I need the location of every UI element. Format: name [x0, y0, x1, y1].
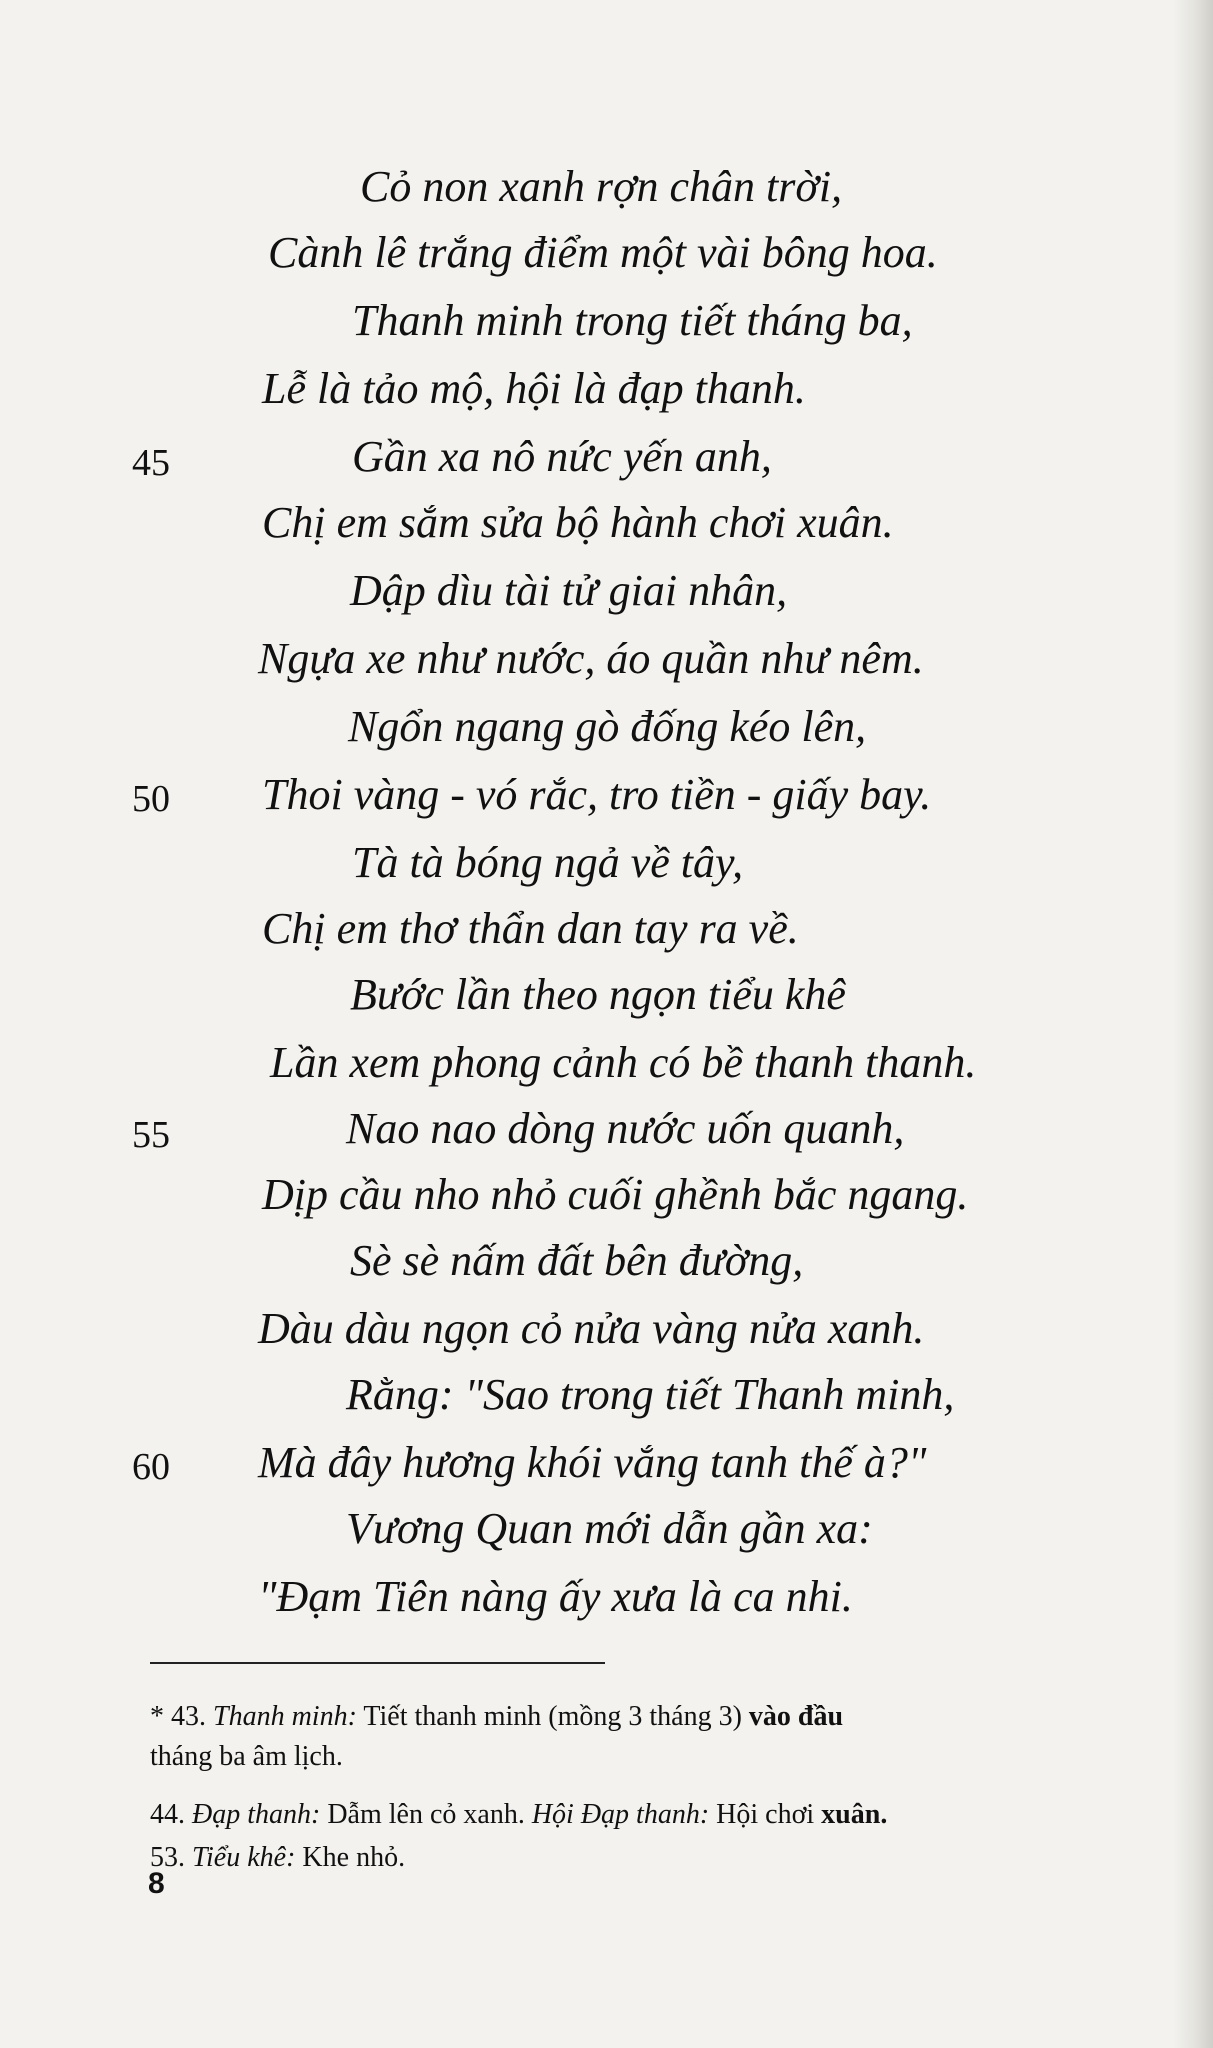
footnote-term: Đạp thanh:	[192, 1799, 321, 1830]
footnote-text: Dẫm lên cỏ xanh.	[327, 1799, 525, 1830]
footnote-term: Tiểu khê:	[192, 1842, 296, 1873]
poem-line: Chị em sắm sửa bộ hành chơi xuân.	[262, 498, 894, 547]
poem-line: Chị em thơ thẩn dan tay ra về.	[262, 904, 799, 953]
footnote-text: Hội chơi	[716, 1799, 815, 1830]
poem-line: Ngổn ngang gò đống kéo lên,	[348, 702, 867, 751]
footnote-marker: 53.	[150, 1842, 185, 1873]
page-number: 8	[148, 1867, 165, 1900]
poem-line: Thoi vàng - vó rắc, tro tiền - giấy bay.	[262, 770, 932, 819]
footnote-text: tháng ba âm lịch.	[150, 1741, 343, 1772]
poem-line: Dàu dàu ngọn cỏ nửa vàng nửa xanh.	[258, 1304, 925, 1353]
poem-line: Lần xem phong cảnh có bề thanh thanh.	[270, 1038, 977, 1087]
line-number: 50	[132, 778, 170, 820]
line-number: 45	[132, 442, 170, 484]
footnote-43	[150, 1697, 1100, 1737]
footnote-term: Hội Đạp thanh:	[531, 1799, 710, 1830]
footnote-53	[150, 1838, 1100, 1878]
poem-line: Ngựa xe như nước, áo quần như nêm.	[258, 634, 924, 683]
poem-line: Dập dìu tài tử giai nhân,	[350, 566, 788, 615]
footnote-marker: * 43.	[150, 1701, 206, 1732]
poem-line: Cành lê trắng điểm một vài bông hoa.	[268, 228, 938, 277]
line-number: 60	[132, 1446, 170, 1488]
line-number: 55	[132, 1114, 170, 1156]
poem-line: Rằng: "Sao trong tiết Thanh minh,	[346, 1370, 955, 1419]
poem-line: "Đạm Tiên nàng ấy xưa là ca nhi.	[258, 1572, 853, 1621]
footnote-text-bold: vào đầu	[748, 1701, 844, 1732]
poem-line: Tà tà bóng ngả về tây,	[352, 838, 744, 887]
footnote-44	[150, 1795, 1100, 1835]
poem-line: Mà đây hương khói vắng tanh thế à?"	[258, 1438, 927, 1487]
footnote-marker: 44.	[150, 1799, 185, 1830]
poem-line: Gần xa nô nức yến anh,	[352, 432, 772, 481]
poem-line: Cỏ non xanh rợn chân trời,	[360, 162, 843, 211]
poem-line: Lễ là tảo mộ, hội là đạp thanh.	[262, 364, 806, 413]
poem-line: Nao nao dòng nước uốn quanh,	[346, 1104, 905, 1153]
poem-line: Sè sè nấm đất bên đường,	[350, 1236, 804, 1285]
footnote-text-bold: xuân.	[821, 1799, 888, 1830]
footnote-divider	[150, 1662, 605, 1664]
footnote-text: Khe nhỏ.	[302, 1842, 406, 1873]
poem-line: Dịp cầu nho nhỏ cuối ghềnh bắc ngang.	[262, 1170, 969, 1219]
footnote-43-continued	[150, 1737, 1100, 1777]
footnote-term: Thanh minh:	[213, 1701, 357, 1732]
poem-line: Thanh minh trong tiết tháng ba,	[352, 296, 913, 345]
page-edge	[1173, 0, 1213, 2048]
poem-line: Bước lần theo ngọn tiểu khê	[350, 970, 846, 1019]
poem-line: Vương Quan mới dẫn gần xa:	[346, 1504, 873, 1553]
footnote-text: Tiết thanh minh (mồng 3 tháng 3)	[363, 1701, 742, 1732]
